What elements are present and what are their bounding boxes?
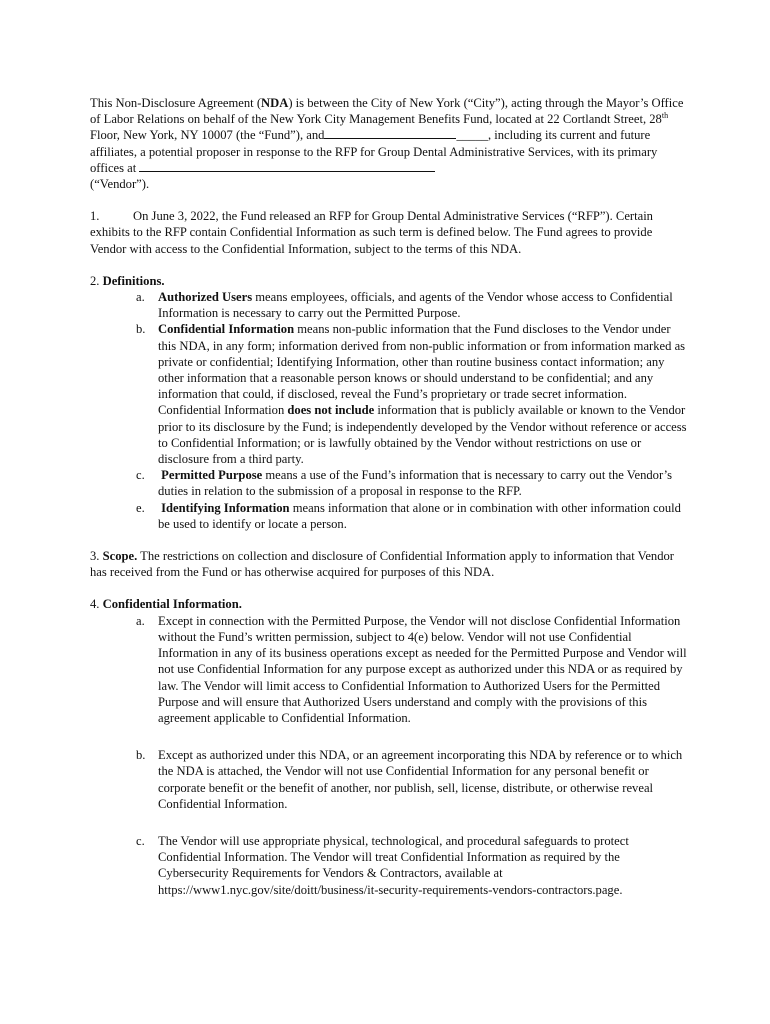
- section-4-title: Confidential Information.: [102, 597, 242, 612]
- definition-term: Confidential Information: [158, 322, 295, 337]
- item-letter: b.: [136, 322, 146, 337]
- section-2-title: Definitions.: [102, 273, 165, 288]
- document-body: [90, 95, 690, 898]
- definition-text: means employees, officials, and agents of the Vendor whose access to Confidential Information is necessary to carry out the Permitted Purpose.: [158, 290, 673, 321]
- item-letter: a.: [136, 290, 145, 305]
- section-2-number: 2.: [90, 273, 100, 288]
- item-letter: c.: [136, 468, 145, 483]
- definition-text: means non-public information that the Fund discloses to the Vendor under this NDA, in any form; information derived from non-public information or from information marked as private or confidential; Identifying Information, other than routine business contact information; any other information that a reasonable person knows or should understand to be confidential; and any information that could, if disclosed, reveal the Fund’s proprietary or trade secret information. Confidential Information: [158, 322, 686, 418]
- confidential-item-b: [90, 747, 690, 812]
- definition-text: means information that alone or in combination with other information could be used to identify or locate a person.: [158, 500, 681, 531]
- definition-term: Identifying Information: [161, 500, 290, 515]
- definition-text-2: information that is publicly available or known to the Vendor prior to its disclosure by the Fund; is independently developed by the Vendor without reference or access to Confidential Information; or is lawfully obtained by the Vendor without restrictions on use or disclosure from a third party.: [158, 403, 687, 467]
- section-4-number: 4.: [90, 597, 100, 612]
- intro-text-1: This Non-Disclosure Agreement (: [90, 96, 262, 110]
- confidential-item-a: [90, 613, 690, 726]
- definition-term: Authorized Users: [158, 290, 253, 305]
- item-letter: c.: [136, 833, 145, 848]
- intro-text-3: Floor, New York, NY 10007 (the “Fund”), and: [90, 128, 325, 143]
- intro-text-5: (“Vendor”).: [90, 177, 150, 192]
- item-letter: e.: [136, 500, 145, 515]
- definition-item-e: [90, 500, 690, 532]
- definition-item-c: [90, 467, 690, 499]
- item-text: The Vendor will use appropriate physical, technological, and procedural safeguards to protect Confidential Information. The Vendor will treat Confidential Information as required by the Cybersecurity Requirements for Vendors & Contractors, available at https://www1.nyc.gov/site/doitt/business/it-security-requirements-vendors-contractors.page.: [158, 833, 629, 897]
- definition-item-a: [90, 289, 690, 321]
- blank-tail: _____: [456, 128, 488, 143]
- section-3-number: 3.: [90, 549, 100, 564]
- definition-emphasis: does not include: [287, 403, 375, 418]
- nda-abbrev: NDA: [261, 96, 289, 110]
- section-3-title: Scope.: [102, 549, 138, 564]
- ordinal-superscript: th: [661, 111, 669, 121]
- section-3: [90, 548, 690, 580]
- section-1: [90, 208, 690, 257]
- section-1-text: On June 3, 2022, the Fund released an RFP for Group Dental Administrative Services (“RFP”). Certain exhibits to the RFP contain Confidential Information as such term is defined below. The Fund agrees to provide Vendor with access to the Confidential Information, subject to the terms of this NDA.: [90, 209, 653, 256]
- intro-paragraph: [90, 95, 690, 192]
- item-text: Except in connection with the Permitted Purpose, the Vendor will not disclose Confidential Information without the Fund’s written permission, subject to 4(e) below. Vendor will not use Confidential Information in any of its business operations except as needed for the Permitted Purpose and Vendor will not use Confidential Information for any purpose except as authorized under this NDA or as required by law. The Vendor will limit access to Confidential Information to Authorized Users for the Permitted Purpose and will ensure that Authorized Users understand and comply with the provisions of this agreement applicable to Confidential Information.: [158, 613, 687, 725]
- confidential-item-c: [90, 833, 690, 898]
- section-1-number: 1.: [90, 209, 100, 224]
- intro-text-2: ) is between the City of New York (“City”), acting through the Mayor’s Office of Labor Relations on behalf of the New York City Management Benefits Fund, located at 22 Cortlandt Street, 28: [90, 96, 684, 127]
- item-letter: a.: [136, 613, 145, 628]
- definition-item-b: [90, 321, 690, 467]
- item-text: Except as authorized under this NDA, or an agreement incorporating this NDA by reference or to which the NDA is attached, the Vendor will not use Confidential Information for any personal benefit or corporate benefit or the benefit of another, nor publish, sell, license, distribute, or otherwise reveal Confidential Information.: [158, 748, 683, 811]
- section-4-heading: [90, 596, 690, 612]
- definition-term: Permitted Purpose: [161, 468, 263, 483]
- vendor-name-blank[interactable]: [324, 127, 456, 139]
- vendor-address-blank[interactable]: [139, 160, 435, 172]
- item-letter: b.: [136, 748, 146, 763]
- section-2-heading: [90, 273, 690, 289]
- intro-text-4: , including its current and future affiliates, a potential proposer in response to the RFP for Group Dental Administrative Services, with its primary offices at: [90, 128, 658, 175]
- section-3-text: The restrictions on collection and disclosure of Confidential Information apply to information that Vendor has received from the Fund or has otherwise acquired for purposes of this NDA.: [90, 549, 674, 580]
- definition-text: means a use of the Fund’s information that is necessary to carry out the Vendor’s duties in relation to the submission of a proposal in response to the RFP.: [158, 468, 673, 499]
